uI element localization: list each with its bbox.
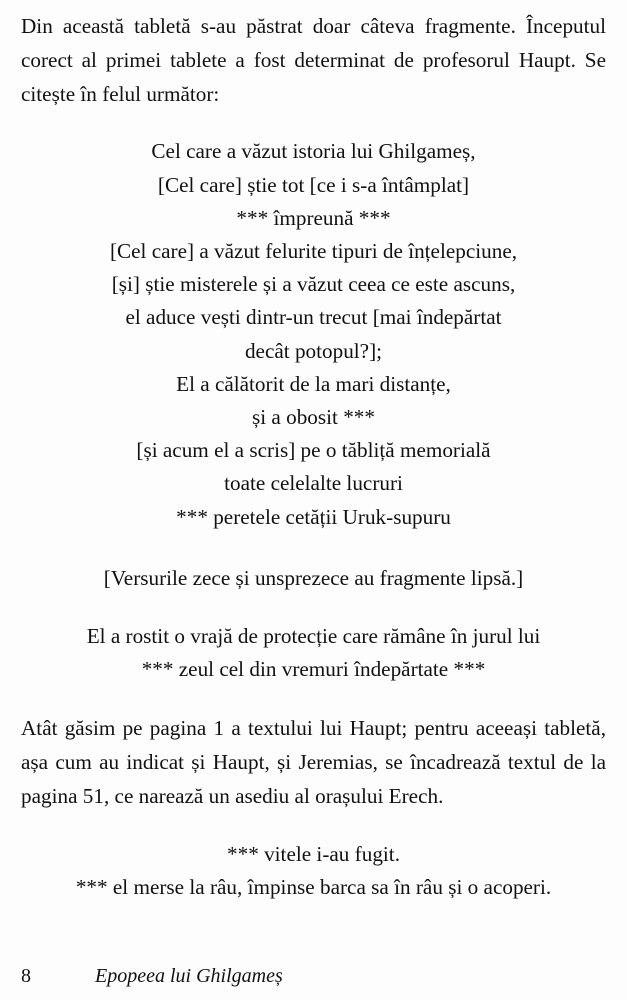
verse-line: El a călătorit de la mari distanțe, xyxy=(176,371,451,396)
verse-line: [și] știe misterele și a văzut ceea ce este ascuns, xyxy=(111,272,516,297)
verse-line: el aduce vești dintr-un trecut [mai îndepărtat xyxy=(125,305,502,330)
final-block xyxy=(21,838,606,904)
body-paragraph: Atât găsim pe pagina 1 a textului lui Haupt; pentru aceeași tabletă, așa cum au indicat și Haupt, și Jeremias, se încadrează textul de la pagina 51, ce narează un asediu al orașului Erech. xyxy=(21,716,606,809)
verse-line: *** zeul cel din vremuri îndepărtate *** xyxy=(141,657,486,682)
running-title: Epopeea lui Ghilgameș xyxy=(95,965,283,987)
verse-line: *** el merse la râu, împinse barca sa în râu și o acoperi. xyxy=(75,875,552,900)
verse-line: *** vitele i-au fugit. xyxy=(227,841,400,866)
verse-line: [Cel care] știe tot [ce i s-a întâmplat] xyxy=(157,172,470,197)
verse-line: toate celelalte lucruri xyxy=(224,471,403,496)
spacer-spell-body xyxy=(21,686,606,712)
verse-line: *** peretele cetății Uruk-supuru xyxy=(176,504,451,529)
editorial-note: [Versurile zece și unsprezece au fragmente lipsă.] xyxy=(103,565,524,590)
spell-block xyxy=(21,620,606,686)
verse-line: [și acum el a scris] pe o tăbliță memorială xyxy=(136,438,491,463)
verse-line: decât potopul?]; xyxy=(244,338,383,363)
verse-line: [Cel care] a văzut felurite tipuri de înțelepciune, xyxy=(109,239,518,263)
intro-paragraph: Din această tabletă s-au păstrat doar câteva fragmente. Începutul corect al primei tablete a fost determinat de profesorul Haupt. Se citește în felul următor: xyxy=(21,14,606,106)
spacer-note-spell xyxy=(21,595,606,620)
verse-line: El a rostit o vrajă de protecție care rămâne în jurul lui xyxy=(86,624,541,649)
verse-line: Cel care a văzut istoria lui Ghilgameș, xyxy=(151,139,476,164)
verse-block xyxy=(21,135,606,533)
page-content xyxy=(21,10,606,904)
spacer-body-final xyxy=(21,814,606,838)
spacer-intro-verse xyxy=(21,111,606,135)
page-number: 8 xyxy=(21,965,31,987)
spacer-verse-note xyxy=(21,534,606,562)
verse-line: și a obosit *** xyxy=(251,405,375,430)
verse-line: *** împreună *** xyxy=(236,205,391,230)
page-footer xyxy=(21,958,606,988)
